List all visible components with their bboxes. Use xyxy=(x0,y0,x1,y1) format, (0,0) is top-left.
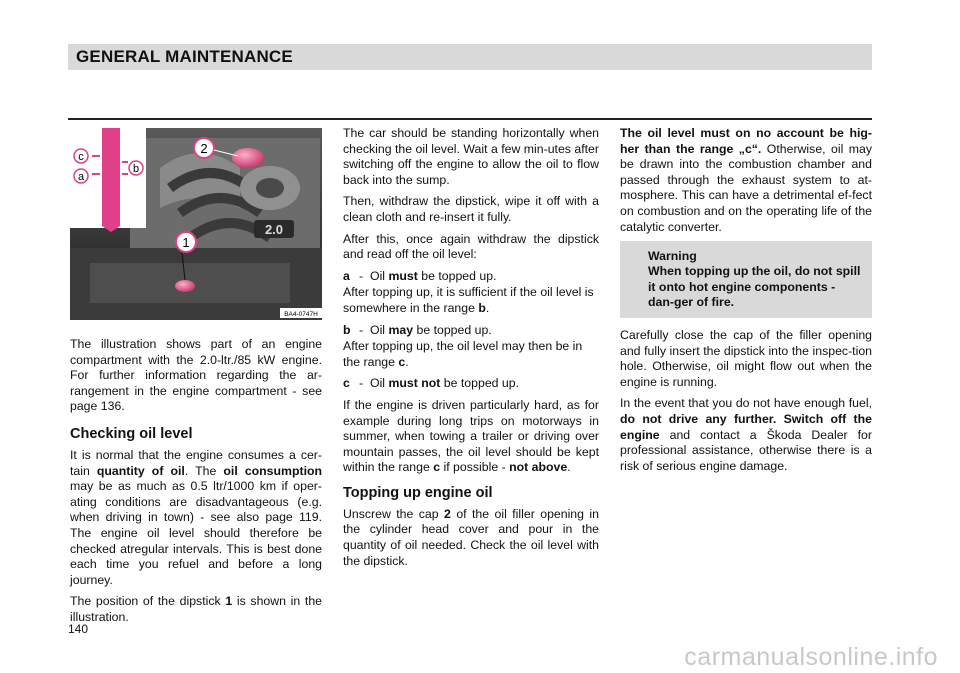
warning-text: When topping up the oil, do not spill it onto hot engine components - dan-ger of fire. xyxy=(648,264,861,309)
level-a-item: a - Oil must be topped up. xyxy=(343,268,497,283)
oil-consumption-paragraph: It is normal that the engine consumes a cer-tain quantity of oil. The oil consumption may be as much as 0.5 ltr/1000 km if oper-ating conditions are disadvantageous (e.g. when driving in town) - see also page 119. The engine oil level should therefore be checked atregular intervals. This is best done each time you refuel and before a long journey. xyxy=(70,447,323,587)
level-a-note: After topping up, it is sufficient if the oil level is somewhere in the range b. xyxy=(343,285,594,315)
column-right xyxy=(620,126,872,480)
level-c-item: c - Oil must not be topped up. xyxy=(343,376,520,391)
heading-checking-oil-level: Checking oil level xyxy=(70,425,193,442)
intro-paragraph: The illustration shows part of an engine compartment with the 2.0-ltr./85 kW engine. For further information regarding the ar-rangement in the engine compartment - see page 136. xyxy=(70,337,322,414)
label-a: a xyxy=(77,171,85,183)
engine-illustration xyxy=(70,128,322,320)
warning-title: Warning xyxy=(648,249,697,264)
standing-paragraph: The car should be standing horizontally when checking the oil level. Wait a few min-utes after switching off the engine to allow the oil to flow back into the sump. xyxy=(343,126,599,187)
watermark: carmanualsonline.info xyxy=(684,643,938,671)
divider-rule xyxy=(68,118,872,120)
column-middle xyxy=(343,126,599,575)
dipstick-paragraph: The position of the dipstick 1 is shown in the illustration. xyxy=(70,594,323,624)
withdraw-paragraph: Then, withdraw the dipstick, wipe it off with a clean cloth and re-insert it fully. xyxy=(343,194,599,224)
level-b-item: b - Oil may be topped up. xyxy=(343,322,492,337)
callout-1: 1 xyxy=(182,235,190,250)
max-level-paragraph: The oil level must on no account be hig-her than the range „c“. Otherwise, oil may be drawn into the combustion chamber and passed through the exhaust system to at-mosphere. This can have a detrimental ef-fect on combustion and on the operating life of the catalytic converter. xyxy=(620,126,872,234)
heading-topping-up: Topping up engine oil xyxy=(343,484,493,501)
level-b-note: After topping up, the oil level may then be in the range c. xyxy=(343,339,583,369)
section-header xyxy=(68,44,872,70)
engine-badge: 2.0 xyxy=(264,222,284,237)
callout-2: 2 xyxy=(200,141,208,156)
column-left xyxy=(70,337,322,632)
label-b: b xyxy=(132,163,140,175)
close-cap-paragraph: Carefully close the cap of the filler opening and fully insert the dipstick into the inspec-tion hole. Otherwise, oil might flow out when the engine is running. xyxy=(620,327,872,389)
page-number: 140 xyxy=(68,622,89,636)
figure-code: BA4-0747H xyxy=(284,311,318,318)
warning-box xyxy=(620,241,872,318)
section-title: GENERAL MAINTENANCE xyxy=(76,47,293,66)
not-enough-fuel-paragraph: In the event that you do not have enough fuel, do not drive any further. Switch off the engine and contact a Škoda Dealer for professional assistance, otherwise there is a risk of serious engine damage. xyxy=(620,396,872,473)
label-c: c xyxy=(78,151,84,163)
read-level-paragraph: After this, once again withdraw the dipstick and read off the oil level: xyxy=(343,231,599,262)
topping-up-paragraph: Unscrew the cap 2 of the oil filler opening in the cylinder head cover and pour in the quantity of oil needed. Check the oil level with the dipstick. xyxy=(343,506,599,568)
hard-driving-paragraph: If the engine is driven particularly hard, as for example during long trips on motorways in summer, when towing a trailer or driving over mountain passes, the oil level should be kept within the range c if possible - not above. xyxy=(343,397,599,475)
